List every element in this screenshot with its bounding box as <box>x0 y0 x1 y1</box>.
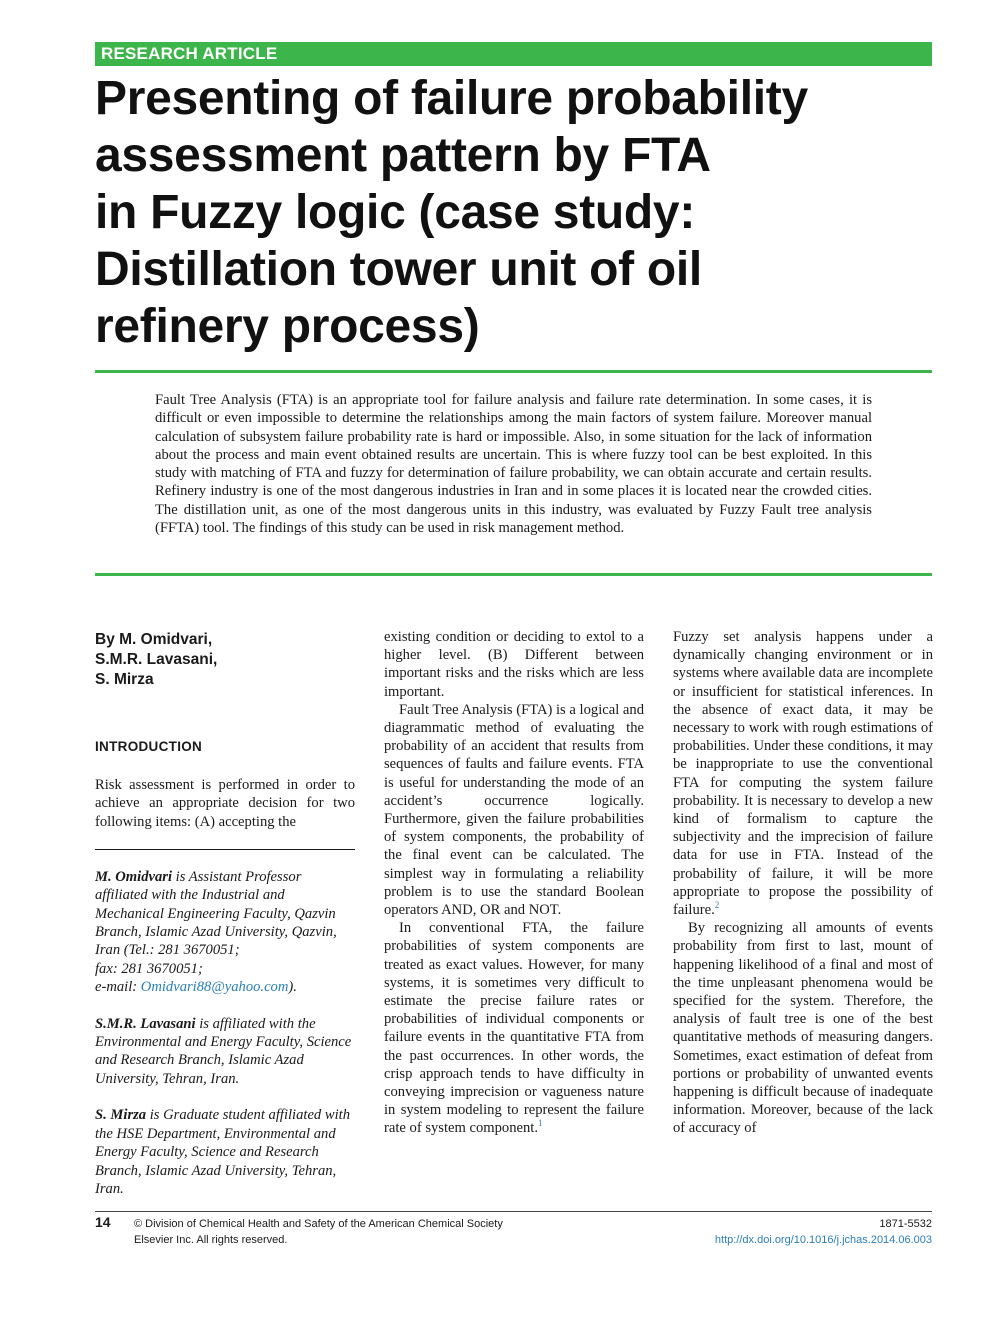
intro-paragraph: Risk assessment is performed in order to achieve an appropriate decision for two following items: (A) accepting the <box>95 777 355 830</box>
title-line: in Fuzzy logic (case study: <box>95 186 696 239</box>
section-label: RESEARCH ARTICLE <box>101 44 278 63</box>
affiliation-text: is Graduate student affiliated with the HSE Department, Environmental and Energy Faculty, Science and Research Branch, Islamic Azad University, Tehran, Iran. <box>95 1107 351 1197</box>
affiliation-divider <box>95 849 355 850</box>
footer-identifiers <box>715 1216 932 1248</box>
affiliation-email-prefix: e-mail: <box>95 979 141 996</box>
affiliation-author-name: S. Mirza <box>95 1107 147 1124</box>
issn: 1871-5532 <box>879 1218 932 1230</box>
paragraph-text: In conventional FTA, the failure probabilities of system components are treated as exact values. However, for many systems, it is sometimes very difficult to estimate the precise failure rates or probabilities of individual components or failure events in the quantitative FTA from the past occurrences. In other words, the crisp approach tends to have difficulty in conveying imprecision or vagueness nature in system modeling to represent the failure rate of system component. <box>384 920 644 1137</box>
section-heading-introduction: INTRODUCTION <box>95 739 203 754</box>
title-line: refinery process) <box>95 300 480 353</box>
doi-link[interactable]: http://dx.doi.org/10.1016/j.jchas.2014.06.003 <box>714 1234 932 1246</box>
column-middle <box>384 628 644 1138</box>
title-line: assessment pattern by FTA <box>95 129 711 182</box>
affiliation-text: is affiliated with the Environmental and Energy Faculty, Science and Research Branch, Islamic Azad University, Tehran, Iran. <box>95 1015 352 1087</box>
author-name: By M. Omidvari, <box>95 631 213 648</box>
affiliation-author-name: M. Omidvari <box>95 868 173 885</box>
reference-link[interactable]: 1 <box>538 1118 543 1129</box>
column-left <box>95 628 355 1216</box>
page-number: 14 <box>95 1214 111 1230</box>
affiliation-omidvari <box>95 868 355 997</box>
body-paragraph <box>673 628 933 919</box>
body-paragraph: Fault Tree Analysis (FTA) is a logical and diagrammatic method of evaluating the probability of an accident that results from sequences of faults and failure events. FTA is useful for understanding the mode of an accident’s occurrence logically. Furthermore, given the failure probabilities of system components, the probability of the final event can be calculated. The simplest way in formulating a reliability problem is to use the standard Boolean operators AND, OR and NOT. <box>384 701 644 919</box>
author-name: S.M.R. Lavasani, <box>95 651 218 668</box>
paragraph-text: Fuzzy set analysis happens under a dynamically changing environment or in systems where available data are incomplete or insufficient for statistical inferences. In the absence of exact data, it may be necessary to work with rough estimations of probabilities. Under these conditions, it may be inappropriate to use the conventional FTA for computing the system failure probability. It is necessary to develop a new kind of formalism to capture the subjectivity and the imprecision of failure data for use in FTA. Instead of the probability of failure, it will be more appropriate to propose the possibility of failure. <box>673 629 933 919</box>
author-name: S. Mirza <box>95 671 154 688</box>
title-line: Distillation tower unit of oil <box>95 243 702 296</box>
abstract-top-divider <box>95 370 932 373</box>
copyright-line: Elsevier Inc. All rights reserved. <box>134 1234 288 1246</box>
affiliation-mirza <box>95 1106 355 1198</box>
abstract-bottom-divider <box>95 573 932 576</box>
article-title <box>95 70 945 355</box>
body-paragraph <box>384 919 644 1137</box>
title-line: Presenting of failure probability <box>95 72 808 125</box>
footer-copyright <box>134 1216 503 1248</box>
author-list <box>95 630 355 690</box>
body-paragraph: existing condition or deciding to extol to a higher level. (B) Different between important risks and the risks which are less important. <box>384 629 644 700</box>
email-link[interactable]: Omidvari88@yahoo.com <box>140 979 289 996</box>
copyright-line: © Division of Chemical Health and Safety of the American Chemical Society <box>134 1218 503 1230</box>
column-right <box>673 628 933 1138</box>
body-paragraph: By recognizing all amounts of events probability from first to last, mount of happening likelihood of a final and most of the time unpleasant phenomena would be specified for the system. Therefore, the analysis of fault tree is one of the best quantitative methods of measuring dangers. Sometimes, exact estimation of defeat from portions or probability of unwanted events happening is difficult because of inadequate information. Moreover, because of the lack of accuracy of <box>673 920 933 1137</box>
affiliation-email-suffix: ). <box>288 979 297 996</box>
affiliation-author-name: S.M.R. Lavasani <box>95 1015 196 1032</box>
affiliation-text: is Assistant Professor affiliated with the Industrial and Mechanical Engineering Faculty, Qazvin Branch, Islamic Azad University, Qazvin, Iran (Tel.: 281 3670051; <box>95 868 337 959</box>
section-banner <box>95 42 932 66</box>
footer-divider <box>95 1211 932 1212</box>
affiliation-lavasani <box>95 1015 355 1089</box>
affiliation-fax: fax: 281 3670051; <box>95 960 203 977</box>
abstract: Fault Tree Analysis (FTA) is an appropriate tool for failure analysis and failure rate determination. In some cases, it is difficult or even impossible to determine the relationships among the main factors of system failure. Moreover manual calculation of subsystem failure probability rate is hard or impossible. Also, in some situation for the lack of information about the process and main event obtained results are uncertain. This is where fuzzy tool can be best exploited. In this study with matching of FTA and fuzzy for determination of failure probability, we can obtain accurate and certain results. Refinery industry is one of the most dangerous industries in Iran and in some places it is located near the crowded cities. The distillation unit, as one of the most dangerous units in this industry, was evaluated by Fuzzy Fault tree analysis (FFTA) tool. The findings of this study can be used in risk management method. <box>155 392 872 537</box>
reference-link[interactable]: 2 <box>714 900 720 911</box>
